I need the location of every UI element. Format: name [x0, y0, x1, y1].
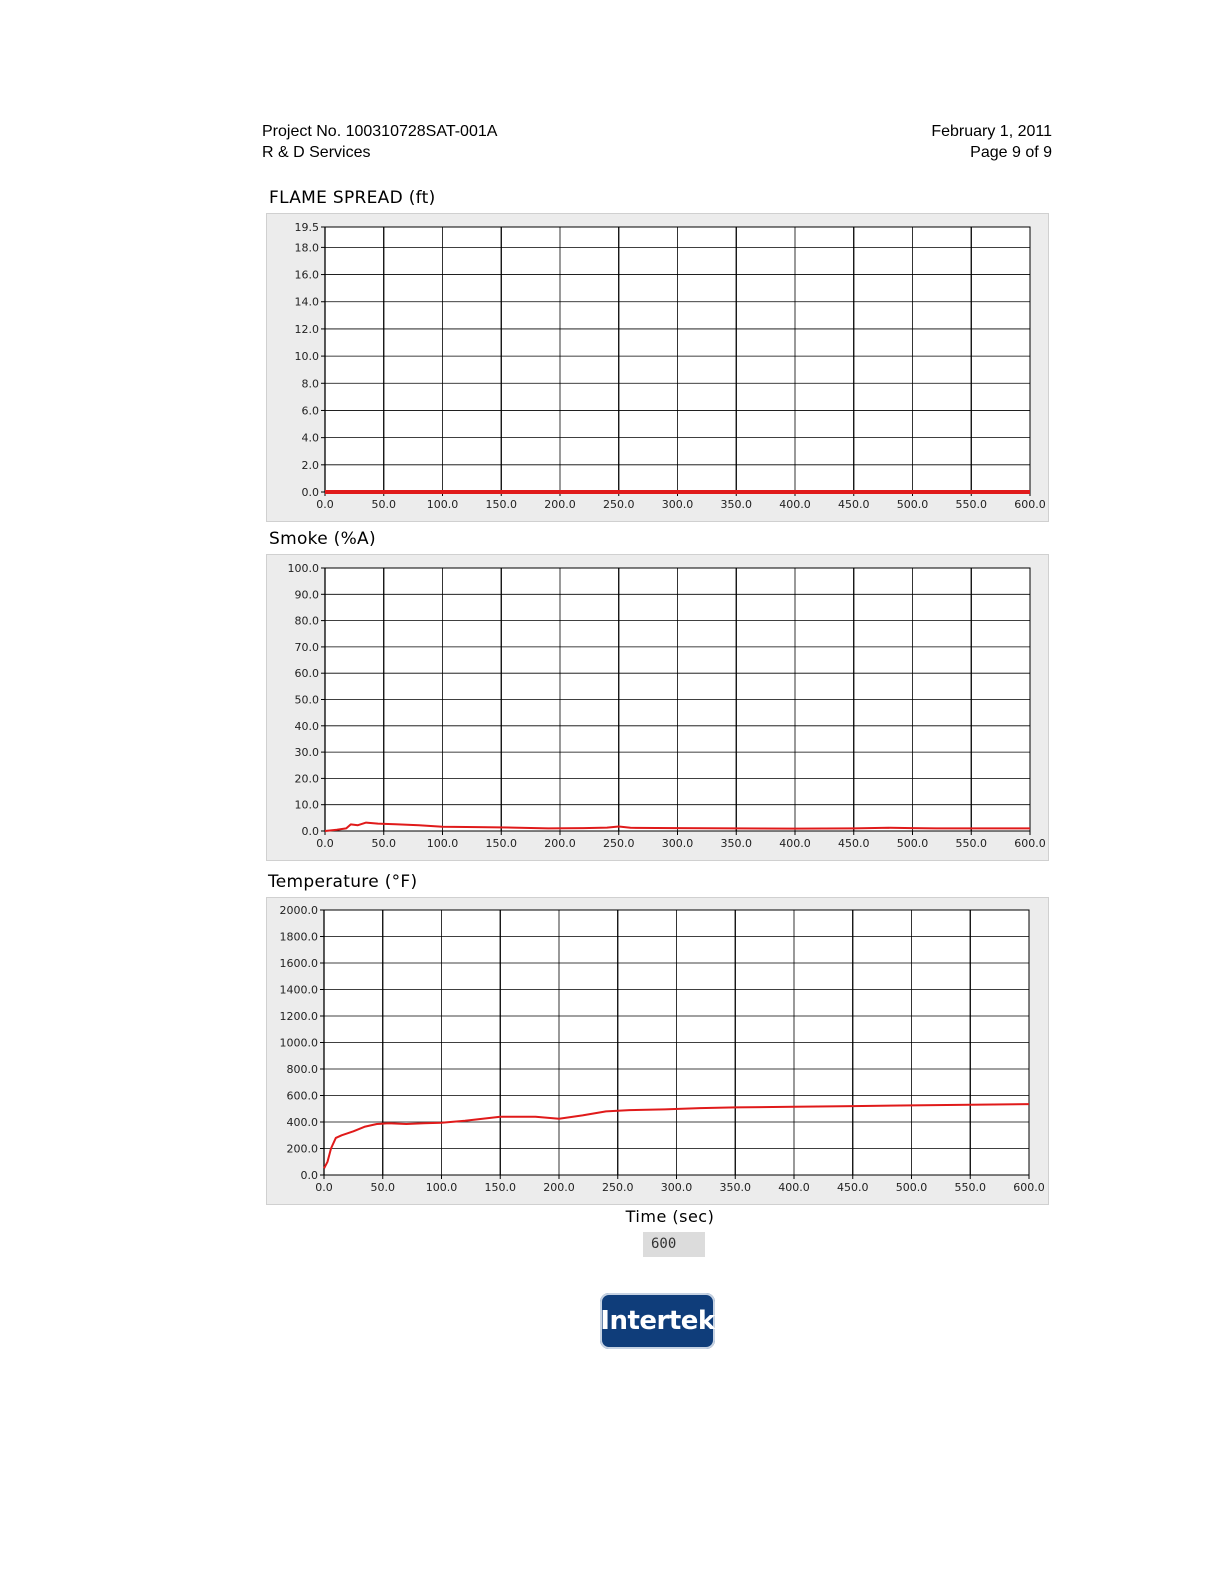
report-date: February 1, 2011 — [931, 123, 1052, 140]
x-tick-label: 50.0 — [371, 498, 396, 511]
x-tick-label: 0.0 — [316, 837, 334, 850]
x-tick-label: 400.0 — [778, 1181, 810, 1194]
temperature-panel — [266, 897, 1049, 1205]
x-tick-label: 350.0 — [720, 498, 752, 511]
x-tick-label: 50.0 — [370, 1181, 395, 1194]
y-tick-label: 14.0 — [294, 295, 319, 309]
y-tick-label: 1200.0 — [279, 1010, 318, 1023]
x-tick-label: 150.0 — [485, 837, 517, 850]
flame-spread-panel — [266, 213, 1049, 522]
x-tick-label: 300.0 — [660, 1181, 693, 1194]
y-tick-label: 16.0 — [294, 268, 319, 282]
x-tick-label: 50.0 — [371, 837, 396, 850]
y-tick-label: 0.0 — [300, 1169, 318, 1182]
x-tick-label: 500.0 — [896, 837, 929, 850]
y-tick-label: 0.0 — [301, 486, 319, 499]
y-tick-label: 19.5 — [294, 221, 319, 234]
y-tick-label: 6.0 — [301, 404, 319, 418]
x-tick-label: 550.0 — [955, 837, 987, 850]
y-tick-label: 1400.0 — [279, 983, 318, 997]
y-tick-label: 20.0 — [294, 772, 319, 786]
x-tick-label: 300.0 — [661, 837, 694, 850]
y-tick-label: 12.0 — [294, 322, 319, 336]
y-tick-label: 1000.0 — [279, 1036, 318, 1050]
x-tick-label: 500.0 — [896, 498, 929, 511]
y-tick-label: 400.0 — [286, 1116, 318, 1129]
y-tick-label: 40.0 — [294, 719, 319, 733]
header-right — [931, 121, 1052, 163]
y-tick-label: 70.0 — [294, 640, 319, 654]
y-tick-label: 0.0 — [301, 825, 319, 838]
x-tick-label: 600.0 — [1013, 1181, 1045, 1194]
y-tick-label: 2.0 — [301, 458, 319, 472]
x-tick-label: 500.0 — [895, 1181, 928, 1194]
page-number: Page 9 of 9 — [970, 144, 1052, 161]
x-tick-label: 150.0 — [484, 1181, 516, 1194]
header-left — [262, 121, 497, 163]
x-tick-label: 250.0 — [603, 498, 635, 511]
y-tick-label: 100.0 — [287, 562, 319, 575]
y-tick-label: 8.0 — [301, 377, 319, 391]
x-tick-label: 550.0 — [954, 1181, 986, 1194]
x-tick-label: 150.0 — [485, 498, 517, 511]
x-tick-label: 100.0 — [426, 498, 459, 511]
y-tick-label: 50.0 — [294, 693, 319, 707]
x-tick-label: 350.0 — [719, 1181, 751, 1194]
time-axis-label: Time (sec) — [625, 1207, 715, 1226]
x-tick-label: 250.0 — [603, 837, 635, 850]
y-tick-label: 80.0 — [294, 614, 319, 628]
temperature-title: Temperature (°F) — [268, 872, 418, 892]
y-tick-label: 200.0 — [286, 1142, 318, 1156]
y-tick-label: 10.0 — [294, 798, 319, 812]
project-number: Project No. 100310728SAT-001A — [262, 123, 498, 140]
y-tick-label: 1600.0 — [279, 957, 318, 970]
y-tick-label: 800.0 — [286, 1063, 318, 1076]
y-tick-label: 2000.0 — [279, 904, 318, 917]
x-tick-label: 550.0 — [955, 498, 987, 511]
x-tick-label: 450.0 — [838, 498, 870, 511]
x-tick-label: 450.0 — [838, 837, 870, 850]
x-tick-label: 100.0 — [425, 1181, 458, 1194]
y-tick-label: 90.0 — [294, 588, 319, 602]
y-tick-label: 4.0 — [301, 431, 319, 445]
x-tick-label: 600.0 — [1014, 837, 1046, 850]
x-tick-label: 450.0 — [837, 1181, 869, 1194]
temperature-chart — [267, 898, 1048, 1204]
smoke-title: Smoke (%A) — [269, 529, 376, 549]
y-tick-label: 30.0 — [294, 746, 319, 760]
smoke-chart — [267, 555, 1048, 860]
x-tick-label: 400.0 — [779, 498, 811, 511]
x-tick-label: 200.0 — [543, 1181, 575, 1194]
x-tick-label: 250.0 — [602, 1181, 634, 1194]
flame-spread-chart — [267, 214, 1048, 521]
time-value-display: 600 — [643, 1232, 705, 1257]
y-tick-label: 600.0 — [286, 1089, 318, 1103]
x-tick-label: 100.0 — [426, 837, 459, 850]
x-tick-label: 400.0 — [779, 837, 811, 850]
x-tick-label: 350.0 — [720, 837, 752, 850]
x-tick-label: 300.0 — [661, 498, 694, 511]
department: R & D Services — [262, 144, 371, 161]
flame-spread-title: FLAME SPREAD (ft) — [269, 188, 436, 208]
y-tick-label: 10.0 — [294, 350, 319, 364]
y-tick-label: 60.0 — [294, 667, 319, 681]
x-tick-label: 0.0 — [315, 1181, 333, 1194]
smoke-panel — [266, 554, 1049, 861]
intertek-logo: Intertek — [600, 1293, 715, 1349]
x-tick-label: 200.0 — [544, 498, 576, 511]
y-tick-label: 1800.0 — [279, 930, 318, 944]
x-tick-label: 0.0 — [316, 498, 334, 511]
x-tick-label: 200.0 — [544, 837, 576, 850]
x-tick-label: 600.0 — [1014, 498, 1046, 511]
y-tick-label: 18.0 — [294, 241, 319, 255]
